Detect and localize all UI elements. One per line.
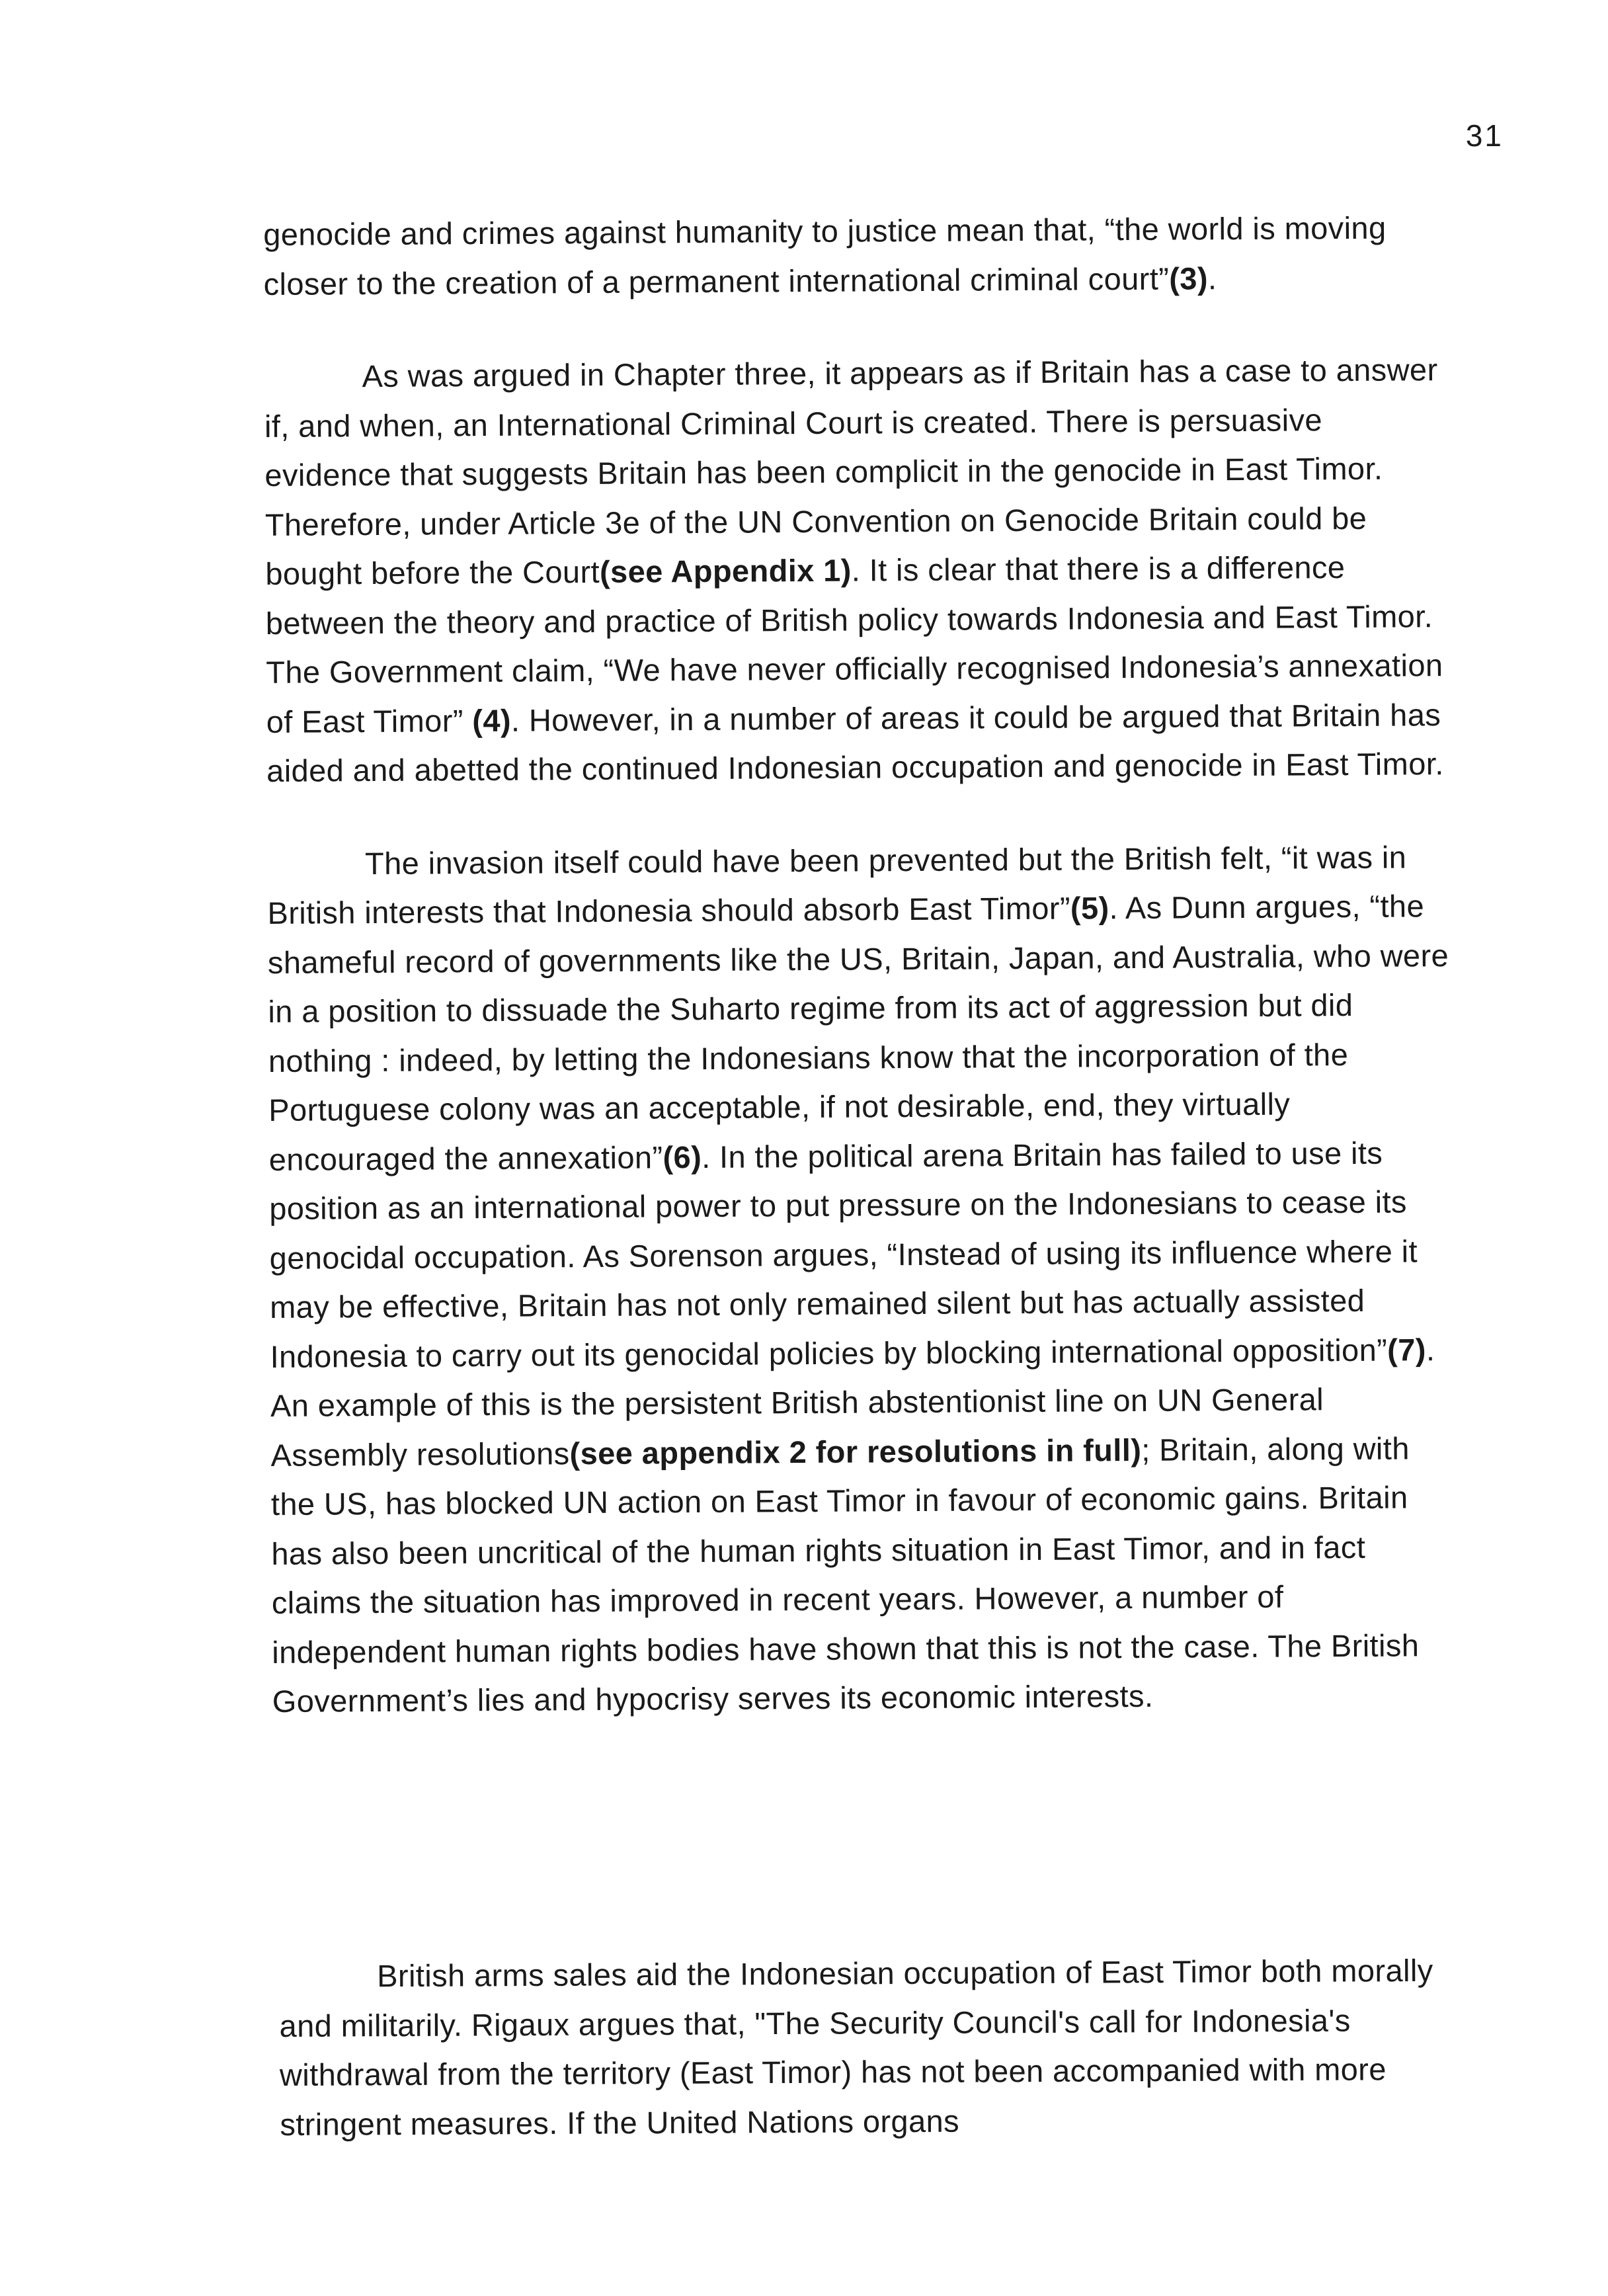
reference-4: (4) (472, 702, 512, 738)
paragraph-1-text: genocide and crimes against humanity to justice mean that, “the world is moving closer to the creation of a permanent international criminal court” (263, 210, 1387, 302)
document-body (263, 203, 1456, 1726)
paragraph-2-text-2: . It is clear that there is a difference between the theory and practice of British policy towards Indonesia and East Timor. The Government claim, “We have never officially recognised Indonesia’s annexation of East Timor” (265, 550, 1443, 739)
reference-7: (7) (1387, 1331, 1427, 1368)
page-number: 31 (1465, 118, 1504, 153)
paragraph-3-text-5: ; Britain, along with the US, has blocked UN action on East Timor in favour of economic gains. Britain has also been uncritical of the human rights situation in East Timor, and in fact claims the situation has improved in recent years. However, a number of independent human rights bodies have shown that this is not the case. The British Government’s lies and hypocrisy serves its economic interests. (270, 1430, 1420, 1719)
paragraph-3-text-2: . As Dunn argues, “the shameful record of governments like the US, Britain, Japan, and Australia, who were in a position to dissuade the Suharto regime from its act of aggression but did nothing : indeed, by letting the Indonesians know that the incorporation of the Portuguese colony was an acceptable, if not desirable, end, they virtually encouraged the annexation” (267, 888, 1449, 1177)
paragraph-3-text-4: . An example of this is the persistent British abstentionist line on UN General Assembly resolutions (270, 1331, 1435, 1473)
reference-appendix-1: (see Appendix 1) (599, 552, 852, 589)
paragraph-3-text-3: . In the political arena Britain has failed to use its position as an international power to put pressure on the Indonesians to cease its genocidal occupation. As Sorenson argues, “Instead of using its influence where it may be effective, Britain has not only remained silent but has actually assisted Indonesia to carry out its genocidal policies by blocking international opposition” (269, 1135, 1418, 1374)
reference-5: (5) (1070, 890, 1109, 926)
paragraph-4-container (279, 1946, 1464, 2149)
paragraph-1-tail: . (1207, 260, 1217, 296)
paragraph-2 (264, 345, 1450, 796)
paragraph-1 (263, 203, 1447, 309)
paragraph-2-text-1: As was argued in Chapter three, it appears as if Britain has a case to answer if, and when, an International Criminal Court is created. There is persuasive evidence that suggests Britain has been complicit in the genocide in East Timor. Therefore, under Article 3e of the UN Convention on Genocide Britain could be bought before the Court (264, 352, 1438, 591)
paragraph-gap (264, 302, 1447, 352)
paragraph-4-text: British arms sales aid the Indonesian occupation of East Timor both morally and militarily. Rigaux argues that, "The Security Council's call for Indonesia's withdrawal from the territory (East Timor) has not been accompanied with more stringent measures. If the United Nations organs (279, 1952, 1433, 2142)
paragraph-2-text-3: . However, in a number of areas it could be argued that Britain has aided and abetted the continued Indonesian occupation and genocide in East Timor. (266, 696, 1444, 788)
paragraph-3-text-1: The invasion itself could have been prevented but the British felt, “it was in British interests that Indonesia should absorb East Timor” (267, 839, 1407, 930)
paragraph-4 (279, 1946, 1464, 2149)
reference-6: (6) (663, 1139, 702, 1174)
reference-appendix-2: (see appendix 2 for resolutions in full) (569, 1432, 1142, 1471)
paragraph-gap (266, 789, 1450, 840)
paragraph-3 (267, 833, 1456, 1727)
reference-3: (3) (1169, 260, 1209, 296)
